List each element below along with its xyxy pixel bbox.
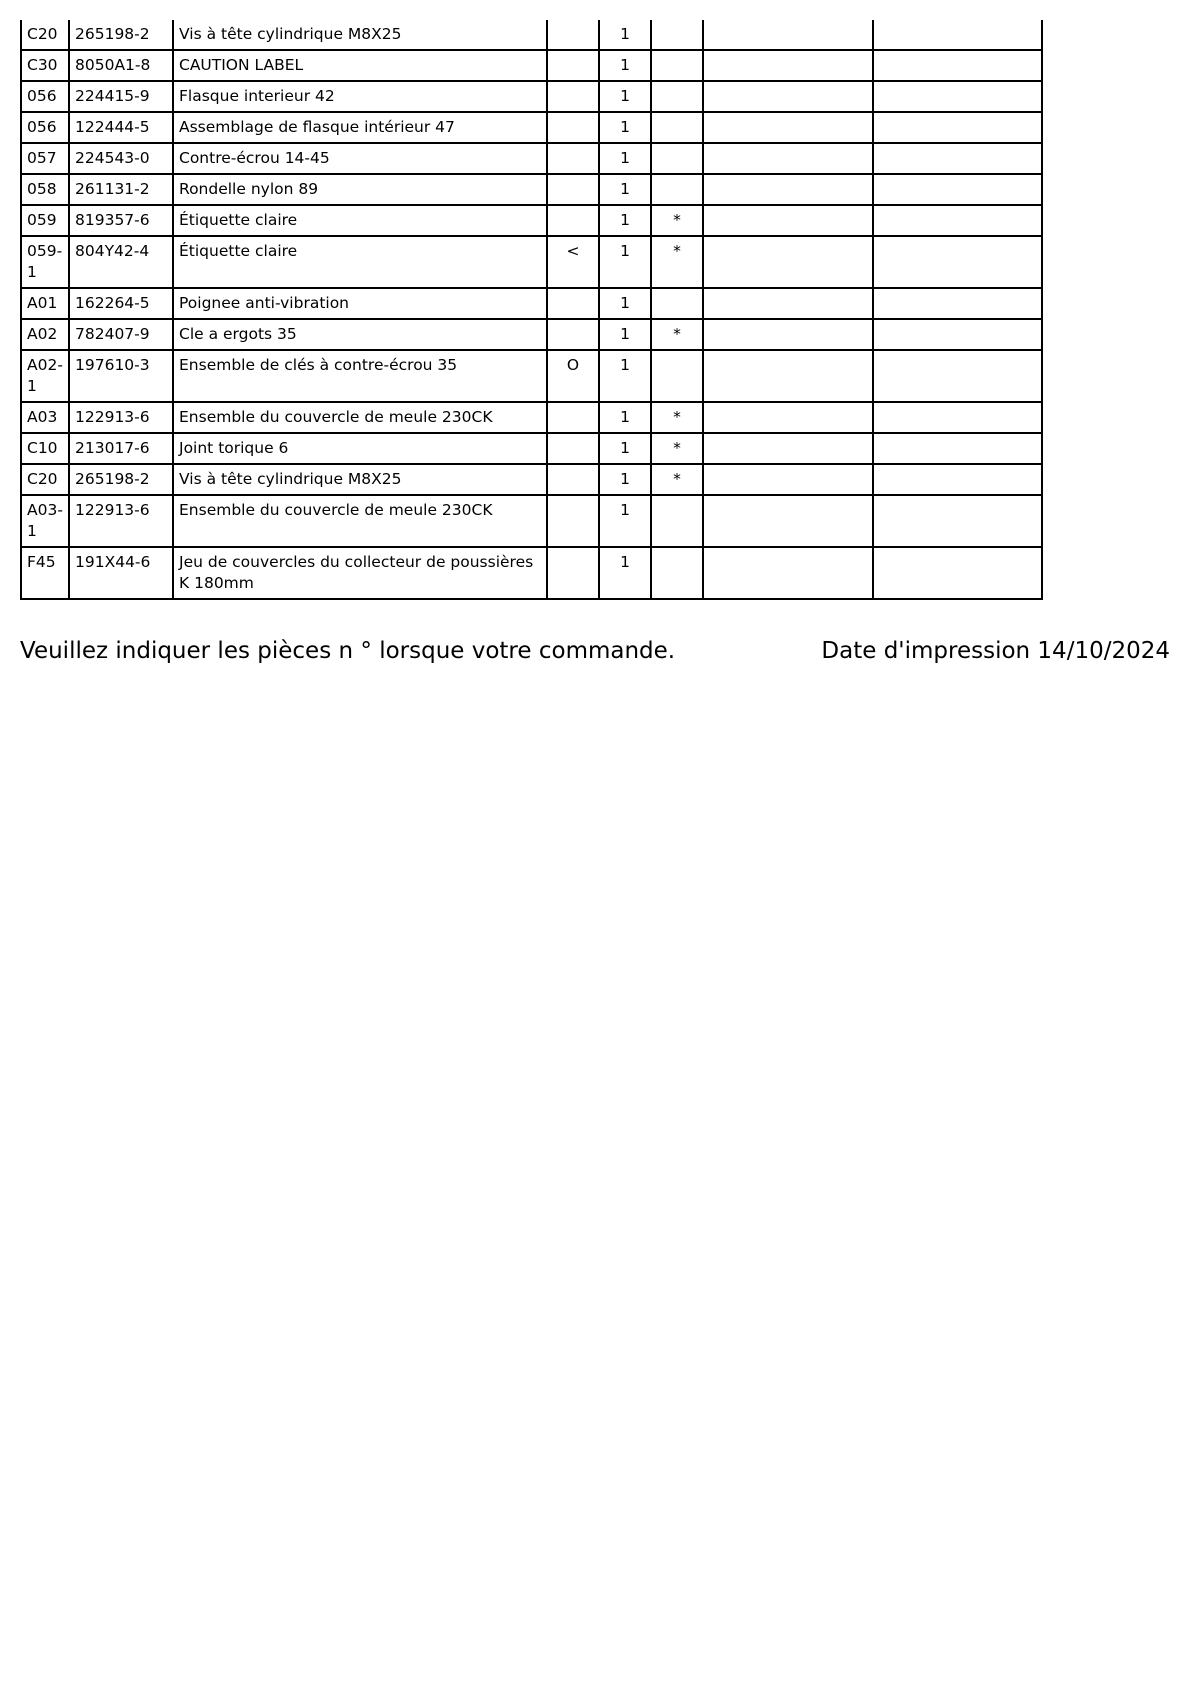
item-number-cell: 058 [21, 174, 69, 205]
table-row [21, 319, 1042, 350]
table-row [21, 205, 1042, 236]
quantity-cell: 1 [599, 205, 651, 236]
description-cell: Assemblage de flasque intérieur 47 [173, 112, 547, 143]
description-cell: Jeu de couvercles du collecteur de poussières K 180mm [173, 547, 547, 599]
note-cell [703, 350, 873, 402]
table-row [21, 20, 1042, 50]
note-cell [873, 547, 1042, 599]
item-number-cell: A02-1 [21, 350, 69, 402]
item-number-cell: 059 [21, 205, 69, 236]
asterisk-cell [651, 174, 703, 205]
quantity-cell: 1 [599, 350, 651, 402]
item-number-cell: 057 [21, 143, 69, 174]
part-number-cell: 265198-2 [69, 20, 173, 50]
marker-cell [547, 433, 599, 464]
asterisk-cell: * [651, 402, 703, 433]
quantity-cell: 1 [599, 547, 651, 599]
table-row [21, 402, 1042, 433]
note-cell [703, 112, 873, 143]
asterisk-cell [651, 547, 703, 599]
asterisk-cell [651, 495, 703, 547]
marker-cell [547, 464, 599, 495]
marker-cell [547, 205, 599, 236]
order-note: Veuillez indiquer les pièces n ° lorsque votre commande. [20, 638, 676, 664]
table-row [21, 50, 1042, 81]
part-number-cell: 265198-2 [69, 464, 173, 495]
part-number-cell: 804Y42-4 [69, 236, 173, 288]
item-number-cell: 059-1 [21, 236, 69, 288]
marker-cell [547, 495, 599, 547]
item-number-cell: C20 [21, 20, 69, 50]
note-cell [703, 495, 873, 547]
asterisk-cell [651, 81, 703, 112]
description-cell: Rondelle nylon 89 [173, 174, 547, 205]
quantity-cell: 1 [599, 236, 651, 288]
part-number-cell: 191X44-6 [69, 547, 173, 599]
note-cell [703, 402, 873, 433]
part-number-cell: 162264-5 [69, 288, 173, 319]
note-cell [873, 112, 1042, 143]
parts-table-body [21, 20, 1042, 599]
description-cell: Vis à tête cylindrique M8X25 [173, 20, 547, 50]
marker-cell [547, 402, 599, 433]
description-cell: Ensemble de clés à contre-écrou 35 [173, 350, 547, 402]
marker-cell [547, 143, 599, 174]
table-row [21, 174, 1042, 205]
note-cell [873, 143, 1042, 174]
description-cell: Étiquette claire [173, 236, 547, 288]
table-row [21, 236, 1042, 288]
asterisk-cell [651, 288, 703, 319]
marker-cell [547, 50, 599, 81]
marker-cell: O [547, 350, 599, 402]
table-row [21, 112, 1042, 143]
note-cell [703, 288, 873, 319]
table-row [21, 81, 1042, 112]
note-cell [703, 20, 873, 50]
item-number-cell: A01 [21, 288, 69, 319]
note-cell [703, 205, 873, 236]
note-cell [873, 81, 1042, 112]
note-cell [873, 236, 1042, 288]
item-number-cell: A03-1 [21, 495, 69, 547]
part-number-cell: 8050A1-8 [69, 50, 173, 81]
asterisk-cell: * [651, 433, 703, 464]
note-cell [873, 174, 1042, 205]
marker-cell [547, 174, 599, 205]
table-row [21, 288, 1042, 319]
quantity-cell: 1 [599, 433, 651, 464]
note-cell [873, 402, 1042, 433]
parts-table [20, 20, 1043, 600]
quantity-cell: 1 [599, 112, 651, 143]
table-row [21, 464, 1042, 495]
note-cell [703, 81, 873, 112]
asterisk-cell [651, 112, 703, 143]
item-number-cell: C10 [21, 433, 69, 464]
description-cell: Vis à tête cylindrique M8X25 [173, 464, 547, 495]
quantity-cell: 1 [599, 81, 651, 112]
part-number-cell: 782407-9 [69, 319, 173, 350]
note-cell [873, 20, 1042, 50]
description-cell: Cle a ergots 35 [173, 319, 547, 350]
asterisk-cell: * [651, 464, 703, 495]
note-cell [873, 464, 1042, 495]
asterisk-cell [651, 20, 703, 50]
quantity-cell: 1 [599, 288, 651, 319]
part-number-cell: 819357-6 [69, 205, 173, 236]
part-number-cell: 261131-2 [69, 174, 173, 205]
part-number-cell: 224415-9 [69, 81, 173, 112]
note-cell [873, 433, 1042, 464]
item-number-cell: C30 [21, 50, 69, 81]
marker-cell [547, 112, 599, 143]
note-cell [873, 319, 1042, 350]
asterisk-cell [651, 350, 703, 402]
description-cell: Ensemble du couvercle de meule 230CK [173, 495, 547, 547]
asterisk-cell [651, 143, 703, 174]
quantity-cell: 1 [599, 20, 651, 50]
quantity-cell: 1 [599, 464, 651, 495]
part-number-cell: 213017-6 [69, 433, 173, 464]
table-row [21, 350, 1042, 402]
note-cell [873, 350, 1042, 402]
description-cell: Joint torique 6 [173, 433, 547, 464]
note-cell [703, 174, 873, 205]
table-row [21, 433, 1042, 464]
part-number-cell: 122913-6 [69, 495, 173, 547]
description-cell: Poignee anti-vibration [173, 288, 547, 319]
item-number-cell: 056 [21, 112, 69, 143]
item-number-cell: F45 [21, 547, 69, 599]
description-cell: Étiquette claire [173, 205, 547, 236]
item-number-cell: A03 [21, 402, 69, 433]
asterisk-cell: * [651, 236, 703, 288]
marker-cell [547, 81, 599, 112]
quantity-cell: 1 [599, 143, 651, 174]
marker-cell [547, 288, 599, 319]
part-number-cell: 224543-0 [69, 143, 173, 174]
asterisk-cell: * [651, 205, 703, 236]
marker-cell [547, 319, 599, 350]
asterisk-cell [651, 50, 703, 81]
note-cell [703, 319, 873, 350]
note-cell [873, 50, 1042, 81]
asterisk-cell: * [651, 319, 703, 350]
note-cell [703, 50, 873, 81]
quantity-cell: 1 [599, 50, 651, 81]
table-row [21, 143, 1042, 174]
print-date: Date d'impression 14/10/2024 [821, 638, 1170, 664]
table-row [21, 495, 1042, 547]
marker-cell [547, 547, 599, 599]
item-number-cell: C20 [21, 464, 69, 495]
note-cell [703, 433, 873, 464]
quantity-cell: 1 [599, 174, 651, 205]
marker-cell: < [547, 236, 599, 288]
quantity-cell: 1 [599, 319, 651, 350]
note-cell [873, 205, 1042, 236]
description-cell: Flasque interieur 42 [173, 81, 547, 112]
note-cell [703, 143, 873, 174]
item-number-cell: 056 [21, 81, 69, 112]
description-cell: Contre-écrou 14-45 [173, 143, 547, 174]
quantity-cell: 1 [599, 402, 651, 433]
part-number-cell: 122444-5 [69, 112, 173, 143]
part-number-cell: 197610-3 [69, 350, 173, 402]
note-cell [703, 464, 873, 495]
part-number-cell: 122913-6 [69, 402, 173, 433]
description-cell: Ensemble du couvercle de meule 230CK [173, 402, 547, 433]
note-cell [703, 547, 873, 599]
note-cell [873, 495, 1042, 547]
description-cell: CAUTION LABEL [173, 50, 547, 81]
quantity-cell: 1 [599, 495, 651, 547]
item-number-cell: A02 [21, 319, 69, 350]
table-row [21, 547, 1042, 599]
note-cell [703, 236, 873, 288]
note-cell [873, 288, 1042, 319]
marker-cell [547, 20, 599, 50]
